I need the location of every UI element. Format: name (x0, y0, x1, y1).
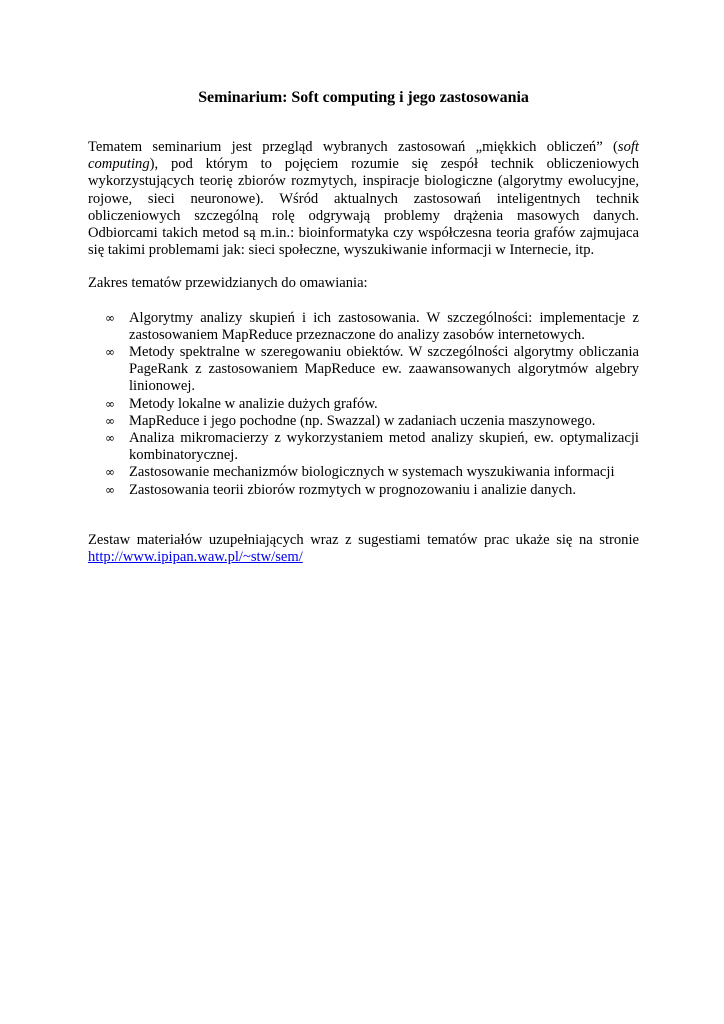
infinity-bullet-icon: ∞ (105, 310, 115, 325)
intro-paragraph (88, 139, 639, 259)
intro-text-start: Tematem seminarium jest przegląd wybranych zastosowań „miękkich obliczeń” ( (88, 139, 618, 155)
list-item (105, 430, 639, 464)
infinity-bullet-icon: ∞ (105, 482, 115, 497)
infinity-bullet-icon: ∞ (105, 345, 115, 360)
topics-list (88, 310, 639, 499)
topic-text: Algorytmy analizy skupień i ich zastosowania. W szczególności: implementacje z zastosowaniem MapReduce przeznaczone do analizy zasobów internetowych. (129, 309, 639, 343)
list-item (105, 395, 639, 413)
list-item (105, 344, 639, 396)
list-item (105, 309, 639, 344)
topic-text: MapReduce i jego pochodne (np. Swazzal) w zadaniach uczenia maszynowego. (129, 412, 596, 429)
page-title: Seminarium: Soft computing i jego zastosowania (198, 89, 529, 106)
infinity-bullet-icon: ∞ (105, 431, 115, 446)
infinity-bullet-icon: ∞ (105, 396, 115, 411)
topic-text: Metody spektralne w szeregowaniu obiektów. W szczególności algorytmy obliczania PageRank z zastosowaniem MapReduce ew. zaawansowanych algorytmów algebry linionowej. (129, 344, 639, 395)
topic-text: Zastosowanie mechanizmów biologicznych w systemach wyszukiwania informacji (129, 464, 615, 481)
document-body (88, 88, 639, 566)
topic-text: Metody lokalne w analizie dużych grafów. (129, 395, 378, 412)
intro-text-rest: ), pod którym to pojęciem rozumie się zespół technik obliczeniowych wykorzystujących teorię zbiorów rozmytych, inspiracje biologiczne (algorytmy ewolucyjne, rojowe, sieci neuronowe). Wśród aktualnych zastosowań inteligentnych technik obliczeniowych szczególną rolę odgrywają problemy drążenia masowych danych. Odbiorcami takich metod są m.in.: bioinformatyka czy współczesna teoria grafów zajmujaca się takimi problemami jak: sieci społeczne, wyszukiwanie informacji w Internecie, itp. (88, 156, 639, 259)
list-item (105, 464, 639, 481)
soft-computing-term: soft computing (88, 139, 639, 173)
infinity-bullet-icon: ∞ (105, 465, 115, 480)
list-item (105, 412, 639, 430)
materials-text: Zestaw materiałów uzupełniających wraz z sugestiami tematów prac ukaże się na stronie (88, 531, 639, 548)
topic-text: Analiza mikromacierzy z wykorzystaniem metod analizy skupień, ew. optymalizacji kombinatorycznej. (129, 430, 639, 464)
list-item (105, 481, 639, 499)
topic-text: Zastosowania teorii zbiorów rozmytych w prognozowaniu i analizie danych. (129, 481, 576, 498)
materials-link[interactable]: http://www.ipipan.waw.pl/~stw/sem/ (88, 549, 303, 566)
materials-paragraph (88, 532, 639, 566)
infinity-bullet-icon: ∞ (105, 413, 115, 428)
topics-heading: Zakres tematów przewidzianych do omawiania: (88, 275, 368, 292)
